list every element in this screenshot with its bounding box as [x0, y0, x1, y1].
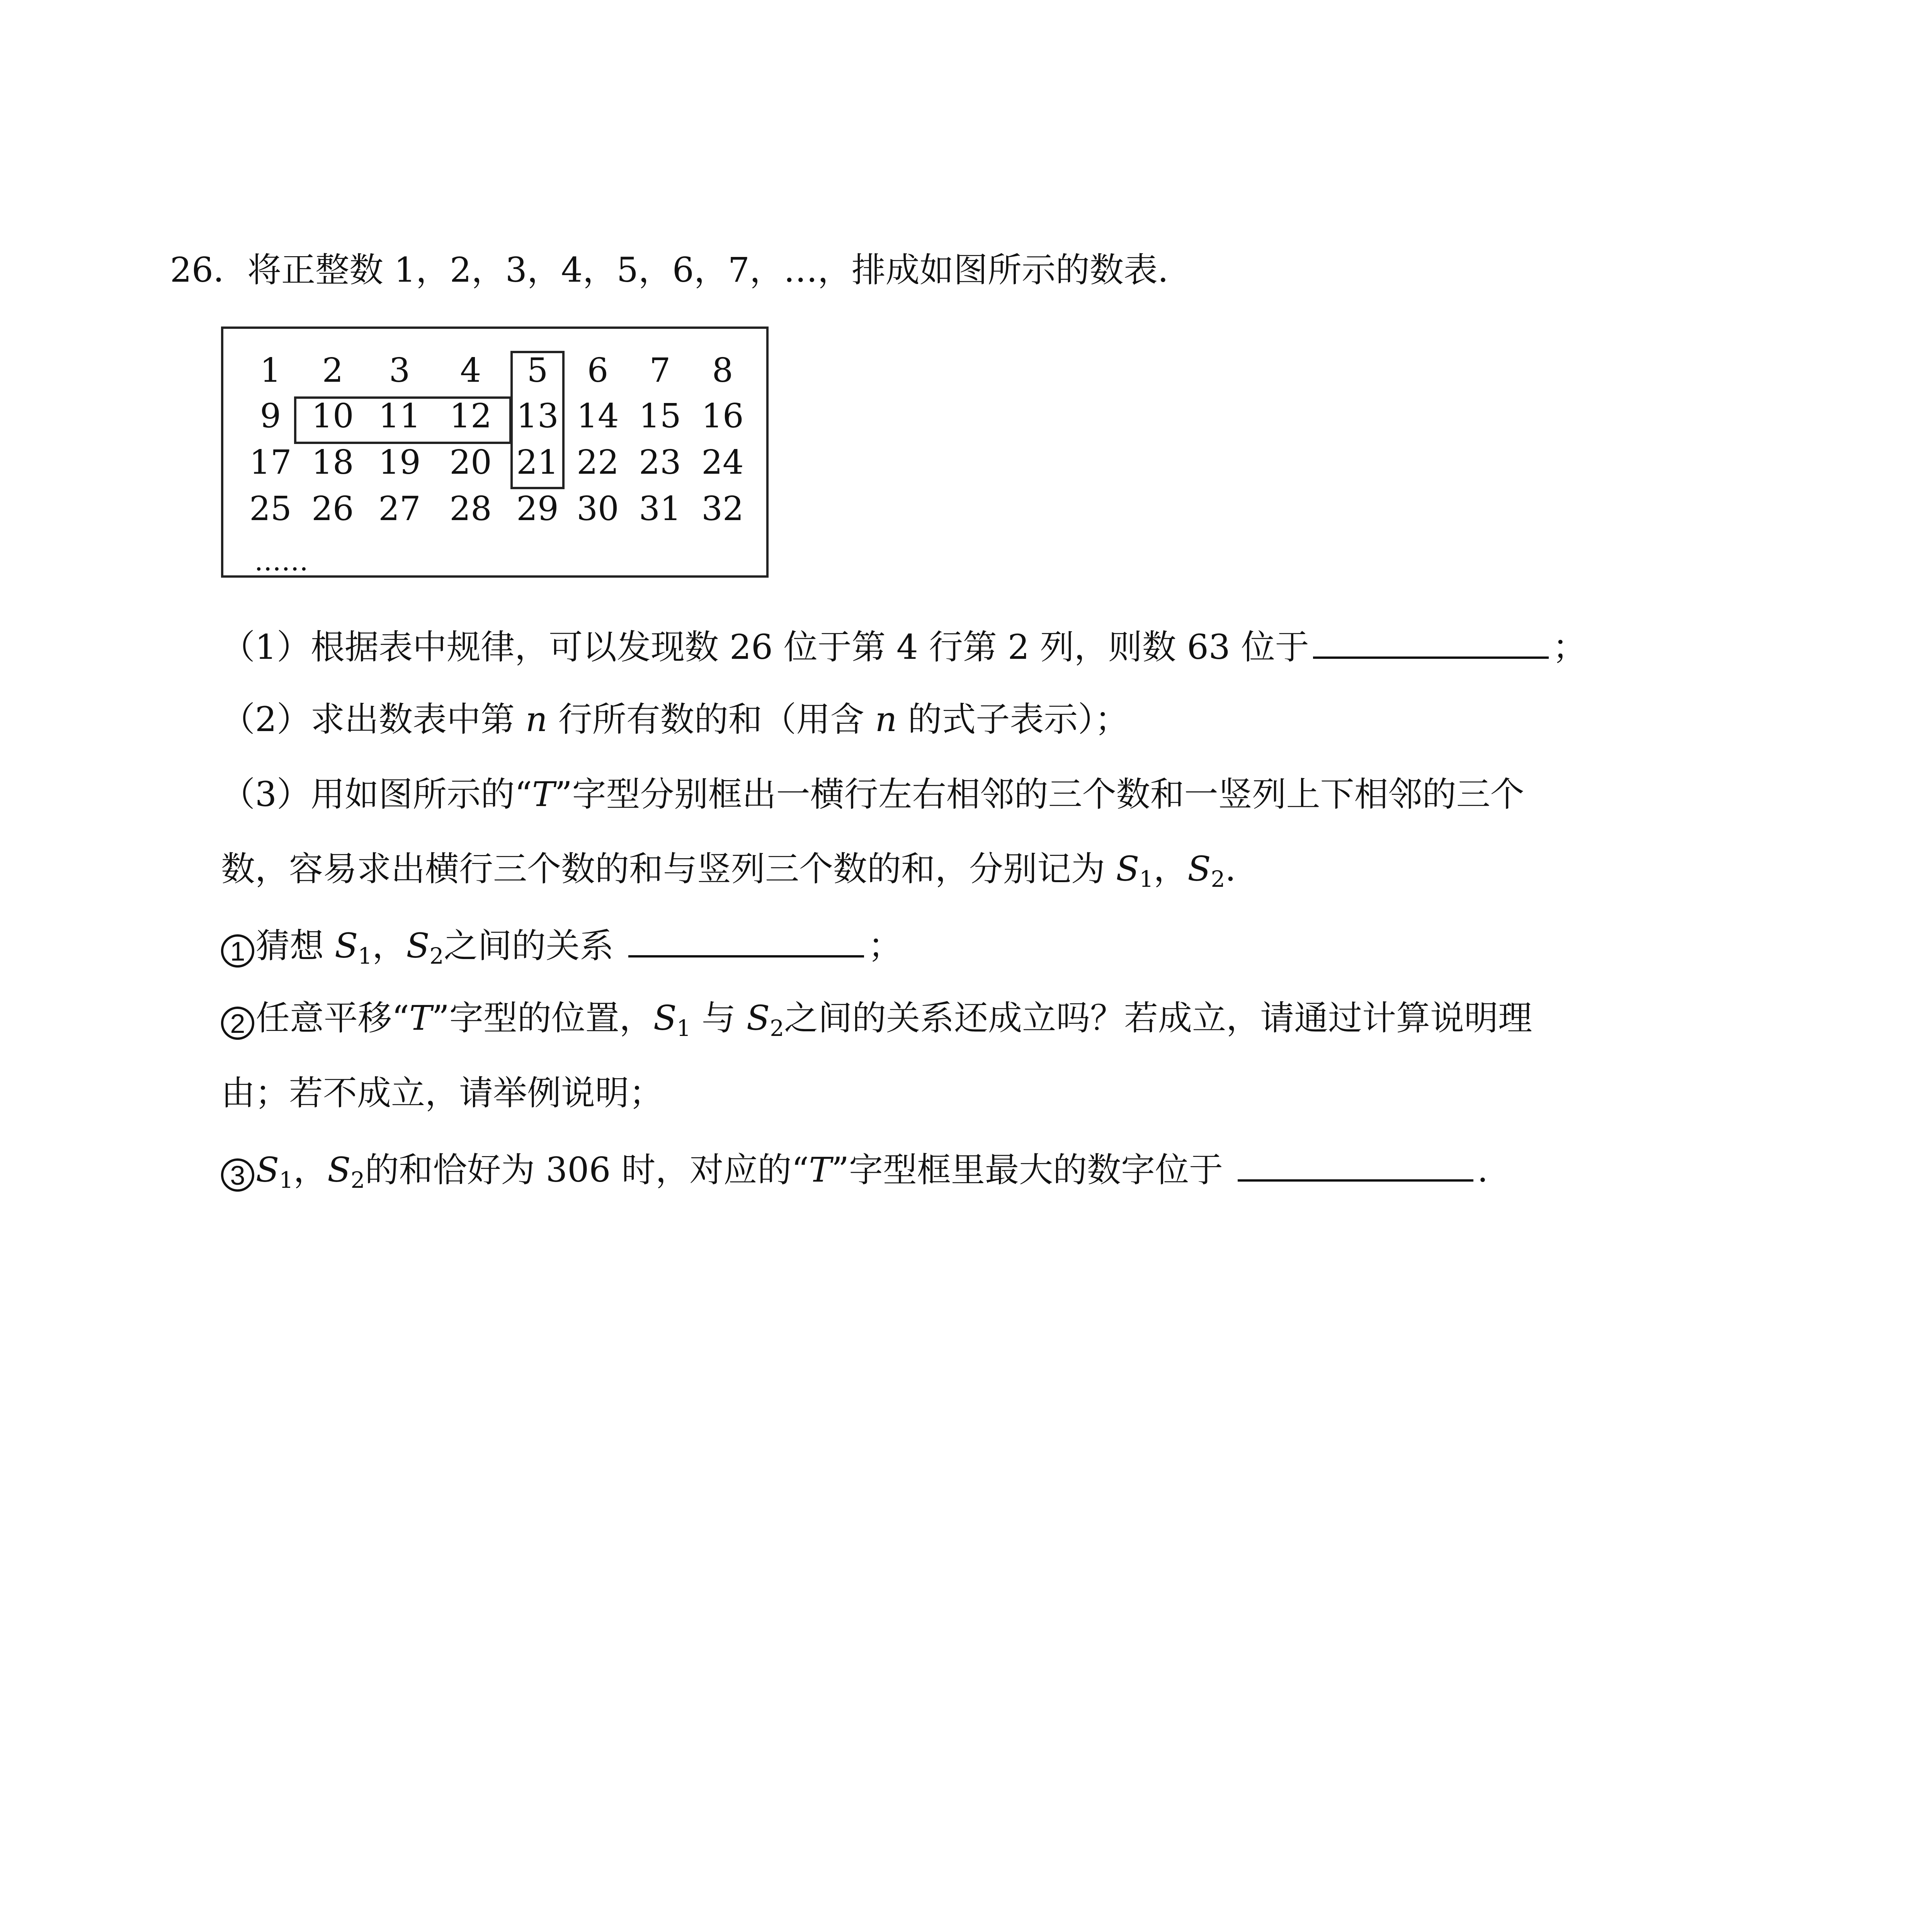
table-cell: 29 — [516, 490, 559, 528]
table-cell: 32 — [701, 490, 744, 528]
question-text: 将正整数 1，2，3，4，5，6，7，…，排成如图所示的数表. — [247, 250, 1169, 290]
table-cell: 13 — [516, 397, 559, 435]
table-cell: 5 — [527, 351, 548, 390]
table-cell: 24 — [701, 443, 744, 482]
sub-question-1: 1 猜想 $S_1$，$S_2$之间的关系 ； — [221, 927, 902, 968]
table-cell: 11 — [378, 397, 421, 435]
table-cell: 28 — [449, 490, 492, 528]
table-cell: 22 — [577, 443, 619, 482]
table-cell: 14 — [577, 397, 619, 435]
table-cell: 8 — [712, 351, 733, 390]
table-cell: 30 — [577, 490, 619, 528]
part-2: （2）求出数表中第 n 行所有数的和（用含 n 的式子表示）； — [221, 699, 1129, 739]
number-table — [221, 327, 769, 578]
question-stem — [170, 250, 1169, 290]
answer-blank-2[interactable] — [628, 927, 864, 957]
table-cell: 25 — [249, 490, 292, 528]
sub-question-2-line-2: 由；若不成立，请举例说明； — [221, 1073, 663, 1113]
circled-number-1: 1 — [221, 934, 254, 968]
table-cell: 6 — [587, 351, 609, 390]
answer-blank-1[interactable] — [1313, 628, 1549, 659]
table-cell: 17 — [249, 443, 292, 482]
answer-blank-3[interactable] — [1238, 1151, 1473, 1182]
table-cell: 16 — [701, 397, 744, 435]
highlight-box-horizontal — [294, 396, 512, 444]
question-number: 26． — [170, 250, 247, 290]
table-cell: 21 — [516, 443, 559, 482]
table-cell: 15 — [639, 397, 681, 435]
table-ellipsis: …… — [254, 545, 308, 577]
table-cell: 20 — [449, 443, 492, 482]
table-cell: 2 — [322, 351, 344, 390]
table-cell: 7 — [649, 351, 671, 390]
number-grid — [223, 329, 766, 575]
highlight-box-vertical — [510, 351, 565, 489]
table-cell: 4 — [460, 351, 481, 390]
sub-question-3: 3 $S_1$，$S_2$的和恰好为 306 时，对应的“T”字型框里最大的数字位于 . — [221, 1151, 1488, 1192]
table-cell: 18 — [311, 443, 354, 482]
table-cell: 31 — [639, 490, 681, 528]
table-cell: 19 — [378, 443, 421, 482]
circled-number-2: 2 — [221, 1007, 254, 1040]
table-cell: 9 — [260, 397, 281, 435]
part-3-line-1: （3）用如图所示的“T”字型分别框出一横行左右相邻的三个数和一竖列上下相邻的三个 — [221, 774, 1524, 814]
table-cell: 3 — [389, 351, 410, 390]
table-cell: 12 — [449, 397, 492, 435]
part-1: （1）根据表中规律，可以发现数 26 位于第 4 行第 2 列，则数 63 位于 ； — [221, 627, 1587, 667]
table-cell: 26 — [311, 490, 354, 528]
circled-number-3: 3 — [221, 1158, 254, 1192]
table-cell: 1 — [260, 351, 281, 390]
table-cell: 23 — [639, 443, 681, 482]
part-3-line-2: 数，容易求出横行三个数的和与竖列三个数的和，分别记为 $S_1$，$S_2$. — [221, 849, 1236, 892]
sub-question-2-line-1: 2 任意平移“T”字型的位置，$S_1$ 与 $S_2$之间的关系还成立吗？若成立，请通过计算说明理 — [221, 1001, 1532, 1040]
table-cell: 10 — [311, 397, 354, 435]
table-cell: 27 — [378, 490, 421, 528]
